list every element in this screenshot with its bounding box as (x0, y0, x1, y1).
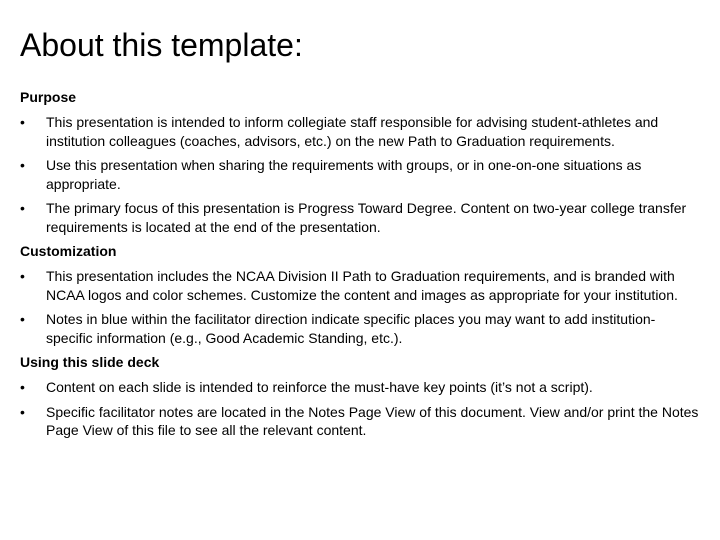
bullet-marker: • (20, 379, 25, 395)
bullet-item (20, 403, 700, 440)
slide-title: About this template: (20, 27, 303, 63)
bullet-text: This presentation is intended to inform collegiate staff responsible for advising student-athletes and institution colleagues (coaches, advisors, etc.) on the new Path to Graduation requirements. (46, 114, 659, 149)
section-heading: Purpose (20, 89, 77, 105)
bullet-marker: • (20, 403, 25, 420)
section-heading: Using this slide deck (20, 354, 160, 370)
bullet-list (20, 113, 700, 236)
bullet-text: Notes in blue within the facilitator direction indicate specific places you may want to add institution-specific information (e.g., Good Academic Standing, etc.). (46, 311, 656, 346)
bullet-marker: • (20, 200, 25, 216)
bullet-marker: • (20, 157, 25, 173)
bullet-text: The primary focus of this presentation is Progress Toward Degree. Content on two-year college transfer requirements is located at the end of the presentation. (46, 200, 687, 235)
bullet-marker: • (20, 268, 25, 284)
bullet-text: Use this presentation when sharing the requirements with groups, or in one-on-one situations as appropriate. (46, 157, 642, 192)
bullet-text: This presentation includes the NCAA Division II Path to Graduation requirements, and is branded with NCAA logos and color schemes. Customize the content and images as appropriate for your institution. (46, 268, 678, 303)
bullet-item (20, 156, 700, 193)
bullet-item (20, 378, 700, 397)
section-customization (20, 242, 700, 347)
bullet-text: Content on each slide is intended to reinforce the must-have key points (it’s not a script). (46, 379, 593, 395)
section-using-slide-deck (20, 353, 700, 440)
bullet-marker: • (20, 311, 25, 327)
section-heading: Customization (20, 243, 117, 259)
bullet-marker: • (20, 114, 25, 130)
bullet-list (20, 378, 700, 440)
bullet-item (20, 310, 700, 347)
bullet-item (20, 267, 700, 304)
bullet-list (20, 267, 700, 347)
bullet-item (20, 113, 700, 150)
slide-content (20, 88, 700, 446)
section-purpose (20, 88, 700, 236)
bullet-item (20, 199, 700, 236)
bullet-text: Specific facilitator notes are located in the Notes Page View of this document. View and/or print the Notes Page View of this file to see all the relevant content. (46, 403, 699, 438)
